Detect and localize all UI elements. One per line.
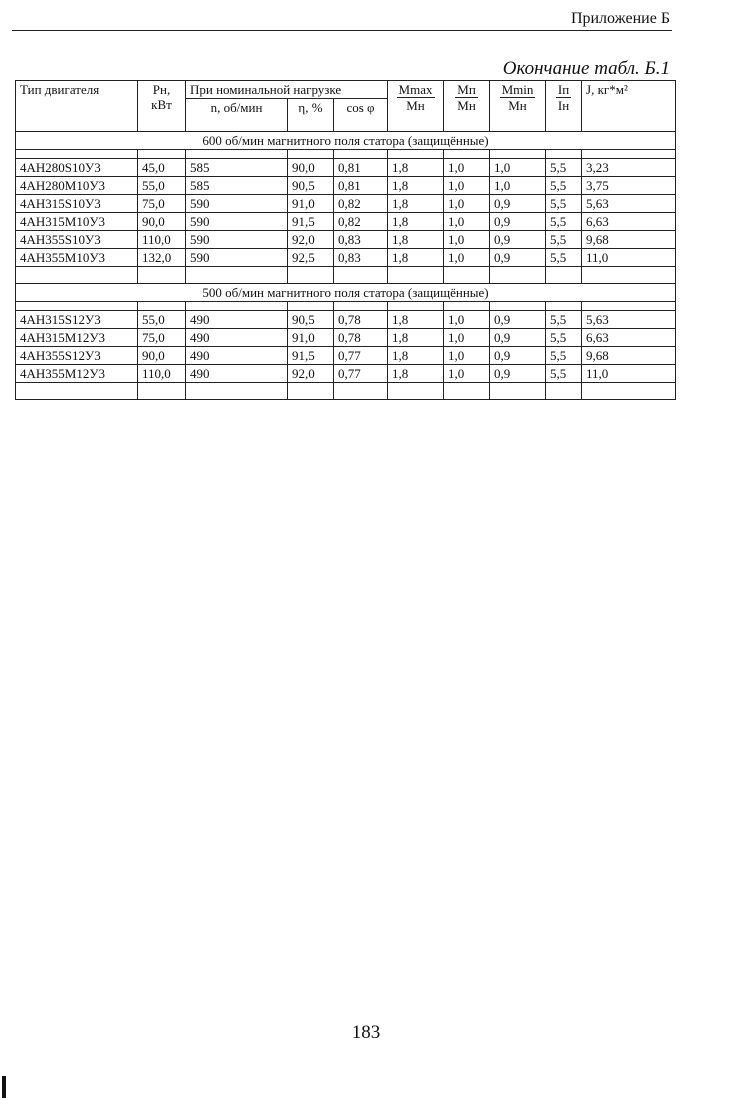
table-row <box>16 195 676 213</box>
spacer-cell <box>288 267 334 284</box>
table-header-row <box>16 81 676 99</box>
table-cell: 1,8 <box>388 365 444 383</box>
table-cell: 1,8 <box>388 159 444 177</box>
table-cell: 4АН315S12У3 <box>16 311 138 329</box>
table-cell: 1,0 <box>444 195 490 213</box>
spacer-cell <box>288 150 334 159</box>
table-cell: 1,0 <box>444 365 490 383</box>
table-cell: 55,0 <box>138 177 186 195</box>
table-cell: 6,63 <box>582 329 676 347</box>
spacer-cell <box>138 302 186 311</box>
table-cell: 5,5 <box>546 329 582 347</box>
spacer-cell <box>334 383 388 400</box>
spacer-cell <box>546 302 582 311</box>
table-cell: 9,68 <box>582 347 676 365</box>
mmax-denominator: Mн <box>406 98 425 113</box>
table-row <box>16 329 676 347</box>
table-cell: 1,0 <box>444 347 490 365</box>
page-number: 183 <box>351 1022 381 1043</box>
table-cell: 0,78 <box>334 329 388 347</box>
spacer-cell <box>546 150 582 159</box>
table-cell: 1,0 <box>444 249 490 267</box>
table-cell: 90,5 <box>288 311 334 329</box>
col-mmax-ratio <box>388 81 444 132</box>
table-cell: 91,0 <box>288 195 334 213</box>
table-cell: 1,0 <box>444 231 490 249</box>
spacer-cell <box>334 267 388 284</box>
table-cell: 585 <box>186 159 288 177</box>
spacer-cell <box>16 383 138 400</box>
table-cell: 91,5 <box>288 347 334 365</box>
table-cell: 4АН355М12У3 <box>16 365 138 383</box>
table-cell: 0,9 <box>490 195 546 213</box>
col-ip-ratio <box>546 81 582 132</box>
table-cell: 590 <box>186 249 288 267</box>
table-cell: 0,77 <box>334 365 388 383</box>
table-caption: Окончание табл. Б.1 <box>502 58 670 79</box>
spacer-row <box>16 302 676 311</box>
table-cell: 1,0 <box>490 159 546 177</box>
table-cell: 132,0 <box>138 249 186 267</box>
table-row <box>16 213 676 231</box>
col-efficiency: η, % <box>288 99 334 132</box>
table-cell: 5,5 <box>546 177 582 195</box>
table-cell: 4АН355S12У3 <box>16 347 138 365</box>
section-row-500 <box>16 284 676 302</box>
spacer-cell <box>444 302 490 311</box>
spacer-cell <box>546 383 582 400</box>
table-cell: 110,0 <box>138 231 186 249</box>
section-row-600 <box>16 132 676 150</box>
spacer-cell <box>288 383 334 400</box>
spacer-cell <box>388 302 444 311</box>
table-cell: 0,83 <box>334 231 388 249</box>
table-cell: 0,9 <box>490 365 546 383</box>
table-row <box>16 311 676 329</box>
section-500-body <box>16 302 676 400</box>
table-cell: 490 <box>186 347 288 365</box>
col-power <box>138 81 186 132</box>
table-cell: 0,9 <box>490 329 546 347</box>
table-cell: 490 <box>186 311 288 329</box>
spacer-cell <box>334 302 388 311</box>
table-cell: 92,5 <box>288 249 334 267</box>
table-cell: 0,9 <box>490 249 546 267</box>
table-cell: 5,5 <box>546 213 582 231</box>
spacer-cell <box>288 302 334 311</box>
spacer-cell <box>16 267 138 284</box>
table-cell: 5,5 <box>546 311 582 329</box>
table-cell: 3,75 <box>582 177 676 195</box>
table-row <box>16 177 676 195</box>
table-row <box>16 159 676 177</box>
spacer-cell <box>334 150 388 159</box>
table-cell: 1,0 <box>444 329 490 347</box>
table-cell: 1,8 <box>388 195 444 213</box>
spacer-cell <box>444 267 490 284</box>
table-cell: 4АН355S10У3 <box>16 231 138 249</box>
table-cell: 1,8 <box>388 347 444 365</box>
table-cell: 0,9 <box>490 347 546 365</box>
table-cell: 490 <box>186 365 288 383</box>
table-cell: 5,5 <box>546 195 582 213</box>
spacer-cell <box>582 383 676 400</box>
section-500-label: 500 об/мин магнитного поля статора (защищённые) <box>16 284 676 302</box>
spacer-cell <box>138 267 186 284</box>
table-cell: 0,9 <box>490 213 546 231</box>
table-cell: 590 <box>186 195 288 213</box>
table-cell: 1,8 <box>388 177 444 195</box>
col-inertia: J, кг*м² <box>582 81 676 132</box>
table-cell: 0,9 <box>490 231 546 249</box>
table-cell: 590 <box>186 213 288 231</box>
table-cell: 90,5 <box>288 177 334 195</box>
spacer-cell <box>490 302 546 311</box>
table-cell: 1,8 <box>388 311 444 329</box>
spacer-cell <box>16 302 138 311</box>
spacer-row <box>16 150 676 159</box>
spacer-cell <box>16 150 138 159</box>
table-cell: 0,77 <box>334 347 388 365</box>
table-cell: 91,0 <box>288 329 334 347</box>
section-600-label: 600 об/мин магнитного поля статора (защищённые) <box>16 132 676 150</box>
table-cell: 91,5 <box>288 213 334 231</box>
table-cell: 590 <box>186 231 288 249</box>
table-cell: 4АН355М10У3 <box>16 249 138 267</box>
spacer-cell <box>582 150 676 159</box>
col-mp-ratio <box>444 81 490 132</box>
table-cell: 4АН280М10У3 <box>16 177 138 195</box>
table-row <box>16 231 676 249</box>
ip-numerator: Iп <box>557 82 570 97</box>
table-row <box>16 249 676 267</box>
col-speed: n, об/мин <box>186 99 288 132</box>
spacer-cell <box>388 267 444 284</box>
table-cell: 5,5 <box>546 347 582 365</box>
spacer-cell <box>490 150 546 159</box>
spacer-cell <box>444 150 490 159</box>
table-row <box>16 365 676 383</box>
table-row <box>16 347 676 365</box>
table-cell: 90,0 <box>288 159 334 177</box>
col-power-unit: кВт <box>151 97 172 112</box>
table-cell: 1,8 <box>388 329 444 347</box>
table-cell: 0,81 <box>334 159 388 177</box>
spacer-cell <box>186 267 288 284</box>
table-cell: 75,0 <box>138 195 186 213</box>
table-cell: 92,0 <box>288 365 334 383</box>
table-cell: 0,78 <box>334 311 388 329</box>
table-cell: 45,0 <box>138 159 186 177</box>
table-cell: 1,0 <box>490 177 546 195</box>
motor-table <box>15 80 676 400</box>
col-power-symbol: Pн, <box>152 82 171 97</box>
table-cell: 1,8 <box>388 249 444 267</box>
table-cell: 9,68 <box>582 231 676 249</box>
spacer-cell <box>444 383 490 400</box>
spacer-cell <box>582 267 676 284</box>
table-cell: 585 <box>186 177 288 195</box>
table-cell: 4АН315М12У3 <box>16 329 138 347</box>
mp-denominator: Mн <box>457 98 476 113</box>
table-cell: 5,63 <box>582 195 676 213</box>
table-cell: 55,0 <box>138 311 186 329</box>
spacer-cell <box>138 383 186 400</box>
col-motor-type: Тип двигателя <box>16 81 138 132</box>
table-cell: 1,0 <box>444 311 490 329</box>
col-power-factor: cos φ <box>334 99 388 132</box>
table-cell: 0,81 <box>334 177 388 195</box>
appendix-title: Приложение Б <box>570 10 670 27</box>
mmax-numerator: Mmax <box>398 82 433 97</box>
spacer-cell <box>186 302 288 311</box>
table-cell: 5,5 <box>546 231 582 249</box>
spacer-cell <box>546 267 582 284</box>
spacer-cell <box>388 383 444 400</box>
spacer-cell <box>138 150 186 159</box>
table-cell: 4АН315S10У3 <box>16 195 138 213</box>
table-cell: 1,8 <box>388 231 444 249</box>
table-cell: 4АН315М10У3 <box>16 213 138 231</box>
table-cell: 0,9 <box>490 311 546 329</box>
table-cell: 11,0 <box>582 249 676 267</box>
table-cell: 1,0 <box>444 213 490 231</box>
table-cell: 90,0 <box>138 347 186 365</box>
table-cell: 5,63 <box>582 311 676 329</box>
table-cell: 92,0 <box>288 231 334 249</box>
scan-margin-mark <box>2 1076 6 1098</box>
spacer-cell <box>490 383 546 400</box>
table-cell: 3,23 <box>582 159 676 177</box>
spacer-cell <box>186 383 288 400</box>
table-cell: 490 <box>186 329 288 347</box>
table-cell: 1,0 <box>444 159 490 177</box>
table-cell: 5,5 <box>546 365 582 383</box>
col-nominal-load: При номинальной нагрузке <box>186 81 388 99</box>
spacer-cell <box>582 302 676 311</box>
spacer-cell <box>186 150 288 159</box>
table-cell: 1,0 <box>444 177 490 195</box>
table-cell: 90,0 <box>138 213 186 231</box>
table-cell: 110,0 <box>138 365 186 383</box>
mmin-numerator: Mmin <box>501 82 534 97</box>
table-cell: 0,82 <box>334 195 388 213</box>
table-cell: 0,83 <box>334 249 388 267</box>
section-600-body <box>16 150 676 284</box>
mmin-denominator: Mн <box>508 98 527 113</box>
table-cell: 11,0 <box>582 365 676 383</box>
table-cell: 1,8 <box>388 213 444 231</box>
ip-denominator: Iн <box>557 98 570 113</box>
mp-numerator: Mп <box>457 82 476 97</box>
table-cell: 6,63 <box>582 213 676 231</box>
table-cell: 5,5 <box>546 249 582 267</box>
table-cell: 75,0 <box>138 329 186 347</box>
table-cell: 5,5 <box>546 159 582 177</box>
table-cell: 0,82 <box>334 213 388 231</box>
spacer-row <box>16 267 676 284</box>
spacer-row <box>16 383 676 400</box>
spacer-cell <box>490 267 546 284</box>
header-rule <box>12 30 672 31</box>
table-cell: 4АН280S10У3 <box>16 159 138 177</box>
col-mmin-ratio <box>490 81 546 132</box>
spacer-cell <box>388 150 444 159</box>
